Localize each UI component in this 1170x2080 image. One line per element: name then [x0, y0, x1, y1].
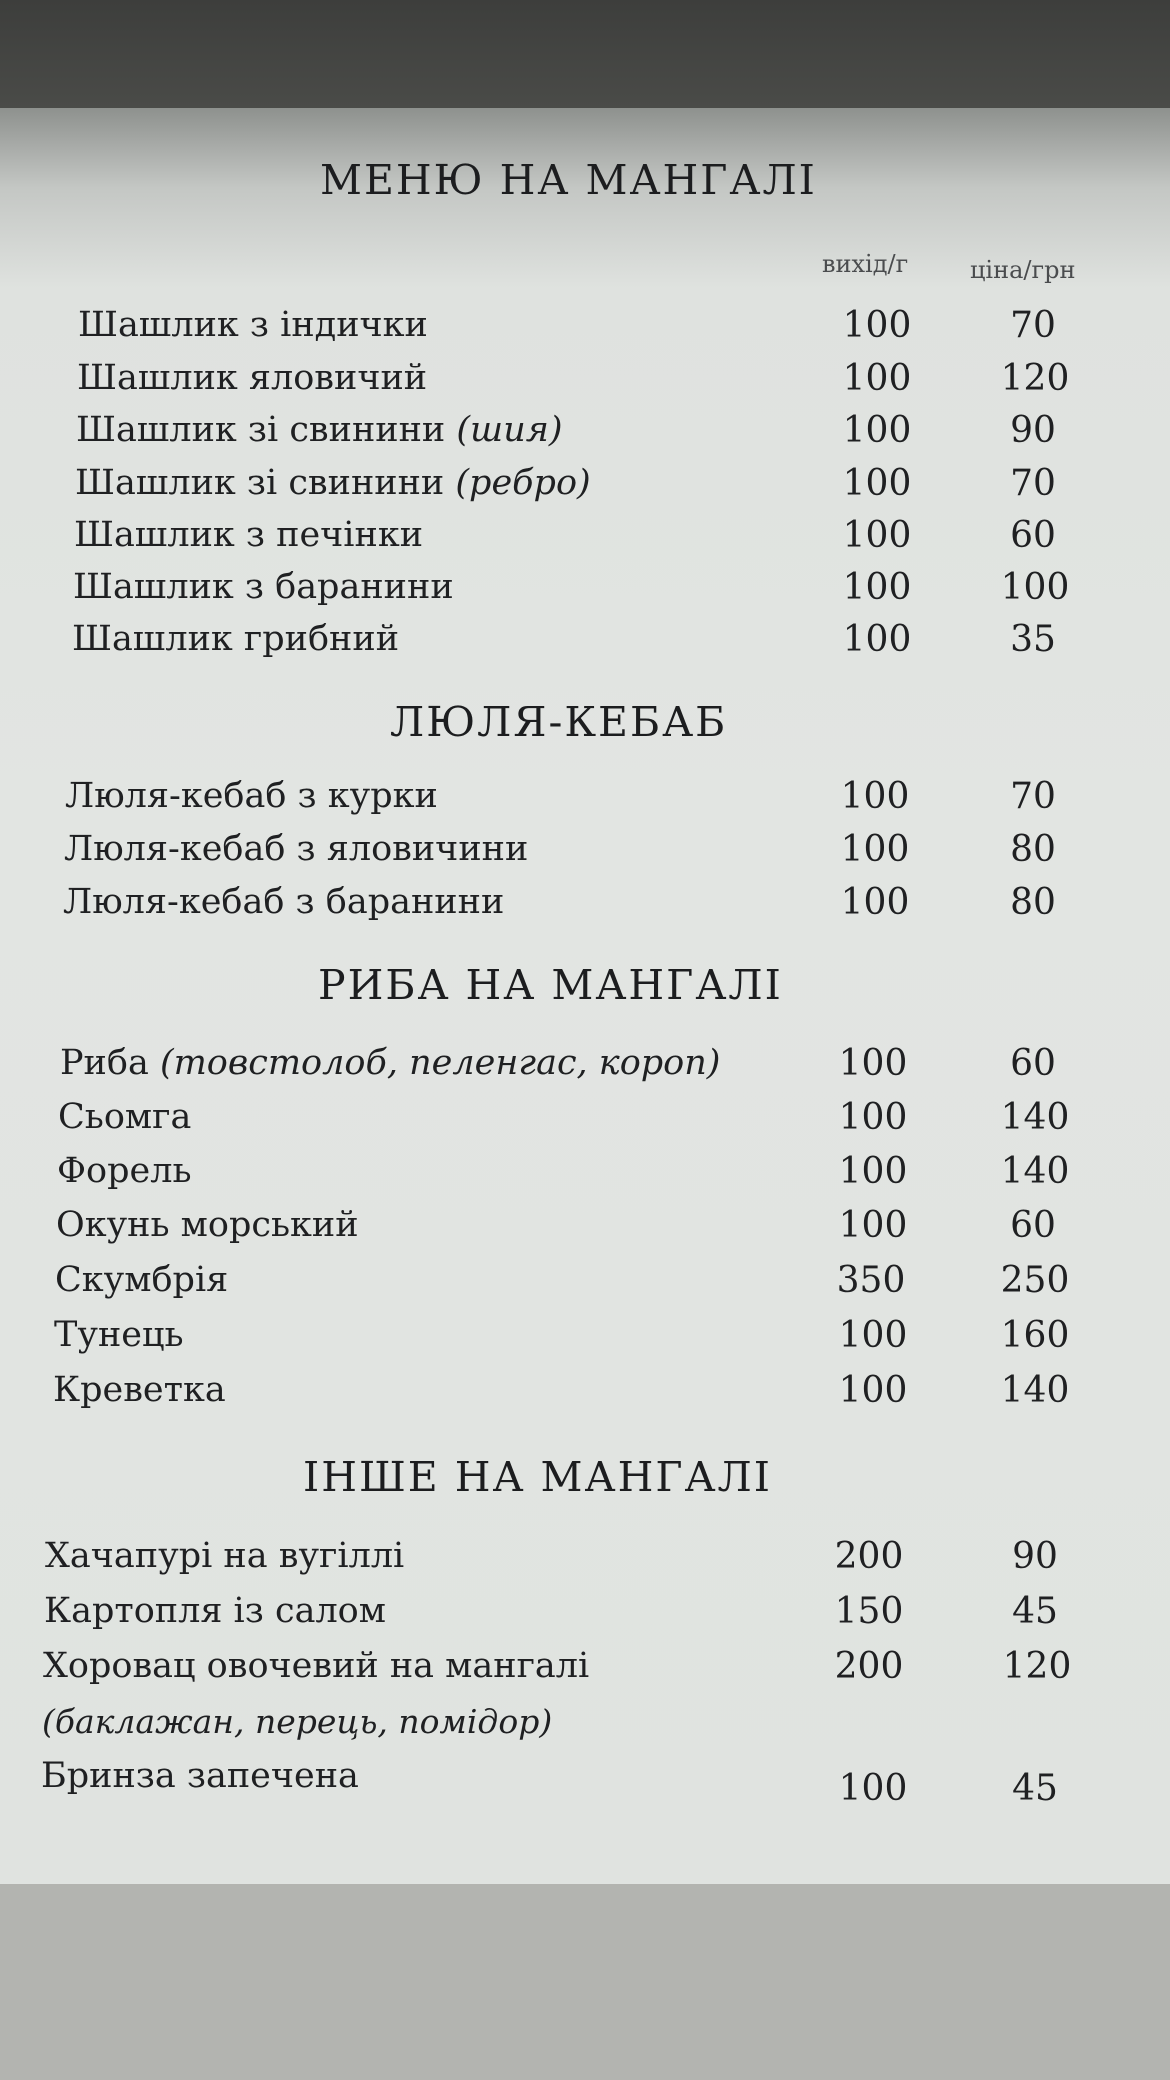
item-name: Люля-кебаб з яловичини [64, 829, 529, 869]
item-price: 60 [1010, 1205, 1056, 1246]
menu-item-salmon [0, 1097, 1170, 1147]
item-name: Картопля із салом [44, 1591, 386, 1631]
item-weight: 100 [842, 463, 912, 504]
item-price: 35 [1010, 619, 1056, 660]
menu-item-sea-perch [0, 1205, 1170, 1255]
menu-item-pork-rib-shashlik [0, 463, 1170, 513]
menu-item-shrimp [0, 1370, 1170, 1420]
menu-item-turkey-shashlik [0, 305, 1170, 355]
item-name: Шашлик з індички [78, 305, 428, 345]
item-name: Шашлик з печінки [74, 515, 424, 555]
item-weight: 100 [838, 1043, 908, 1084]
bottom-background [0, 1884, 1170, 2080]
item-weight: 100 [838, 1205, 908, 1246]
item-weight: 150 [834, 1591, 904, 1632]
item-weight: 200 [834, 1536, 904, 1577]
item-name [75, 463, 591, 503]
item-price: 90 [1010, 410, 1056, 451]
item-name: Форель [57, 1151, 192, 1191]
item-weight: 100 [842, 305, 912, 346]
menu-item-tuna [0, 1315, 1170, 1365]
item-price: 45 [1012, 1591, 1058, 1632]
item-name: Скумбрія [55, 1260, 229, 1300]
item-weight: 100 [838, 1768, 908, 1809]
menu-item-vegetable-khorovats [0, 1646, 1170, 1696]
item-price: 70 [1010, 463, 1056, 504]
item-price: 90 [1012, 1536, 1058, 1577]
item-price: 120 [1000, 358, 1070, 399]
item-price: 140 [1000, 1097, 1070, 1138]
item-price: 80 [1010, 882, 1056, 923]
item-price: 140 [1000, 1151, 1070, 1192]
item-price: 120 [1002, 1646, 1072, 1687]
item-price: 70 [1010, 776, 1056, 817]
item-subnote: (баклажан, перець, помідор) [42, 1702, 553, 1741]
item-price: 80 [1010, 829, 1056, 870]
menu-item-lamb-shashlik [0, 567, 1170, 617]
item-weight: 350 [836, 1260, 906, 1301]
item-name: Люля-кебаб з баранини [63, 882, 505, 922]
item-name: Окунь морський [56, 1205, 359, 1245]
item-weight: 100 [842, 515, 912, 556]
item-name: Люля-кебаб з курки [65, 776, 438, 816]
item-name-text: Шашлик зі свинини [76, 410, 446, 450]
item-weight: 100 [842, 567, 912, 608]
item-weight: 100 [838, 1097, 908, 1138]
item-name: Тунець [54, 1315, 184, 1355]
item-name: Бринза запечена [41, 1756, 359, 1796]
item-weight: 100 [838, 1370, 908, 1411]
section-title-grill-menu: МЕНЮ НА МАНГАЛІ [320, 156, 817, 204]
column-header-weight: вихід/г [822, 250, 909, 278]
menu-item-pork-neck-shashlik [0, 410, 1170, 460]
section-title-other-grill: ІНШЕ НА МАНГАЛІ [303, 1453, 772, 1501]
item-weight: 100 [840, 829, 910, 870]
menu-item-potato-with-lard [0, 1591, 1170, 1641]
menu-item-lamb-lula-kebab [0, 882, 1170, 932]
menu-item-beef-lula-kebab [0, 829, 1170, 879]
item-name-note: (шия) [456, 410, 563, 450]
item-name: Шашлик грибний [72, 619, 400, 659]
item-weight: 100 [840, 882, 910, 923]
menu-item-chicken-lula-kebab [0, 776, 1170, 826]
item-name-note: (товстолоб, пеленгас, короп) [159, 1043, 721, 1083]
item-name: Шашлик яловичий [77, 358, 428, 398]
item-price: 70 [1010, 305, 1056, 346]
item-name: Шашлик з баранини [73, 567, 454, 607]
item-weight: 100 [838, 1315, 908, 1356]
item-weight: 100 [840, 776, 910, 817]
item-weight: 100 [842, 358, 912, 399]
item-price: 250 [1000, 1260, 1070, 1301]
item-name-note: (ребро) [455, 463, 591, 503]
menu-item-khachapuri [0, 1536, 1170, 1586]
menu-item-trout [0, 1151, 1170, 1201]
item-name: Хачапурі на вугіллі [45, 1536, 405, 1576]
item-price: 60 [1010, 515, 1056, 556]
item-price: 45 [1012, 1768, 1058, 1809]
item-price: 160 [1000, 1315, 1070, 1356]
top-dark-band [0, 0, 1170, 108]
section-title-grilled-fish: РИБА НА МАНГАЛІ [318, 961, 783, 1009]
item-name-text: Шашлик зі свинини [75, 463, 445, 503]
item-weight: 100 [838, 1151, 908, 1192]
item-name: Хоровац овочевий на мангалі [43, 1646, 590, 1686]
item-name: Креветка [53, 1370, 226, 1410]
item-name [76, 410, 563, 450]
item-name [60, 1043, 720, 1083]
menu-item-liver-shashlik [0, 515, 1170, 565]
item-name-text: Риба [60, 1043, 149, 1083]
menu-item-fish-assorted [0, 1043, 1170, 1093]
item-price: 60 [1010, 1043, 1056, 1084]
item-name: Сьомга [58, 1097, 192, 1137]
item-weight: 200 [834, 1646, 904, 1687]
menu-item-beef-shashlik [0, 358, 1170, 408]
menu-item-mushroom-shashlik [0, 619, 1170, 669]
item-price: 100 [1000, 567, 1070, 608]
column-header-price: ціна/грн [970, 256, 1076, 284]
item-price: 140 [1000, 1370, 1070, 1411]
menu-page [0, 108, 1170, 1884]
item-weight: 100 [842, 619, 912, 660]
menu-item-mackerel [0, 1260, 1170, 1310]
menu-item-baked-brynza [0, 1756, 1170, 1809]
item-weight: 100 [842, 410, 912, 451]
section-title-lula-kebab: ЛЮЛЯ-КЕБАБ [390, 698, 728, 746]
